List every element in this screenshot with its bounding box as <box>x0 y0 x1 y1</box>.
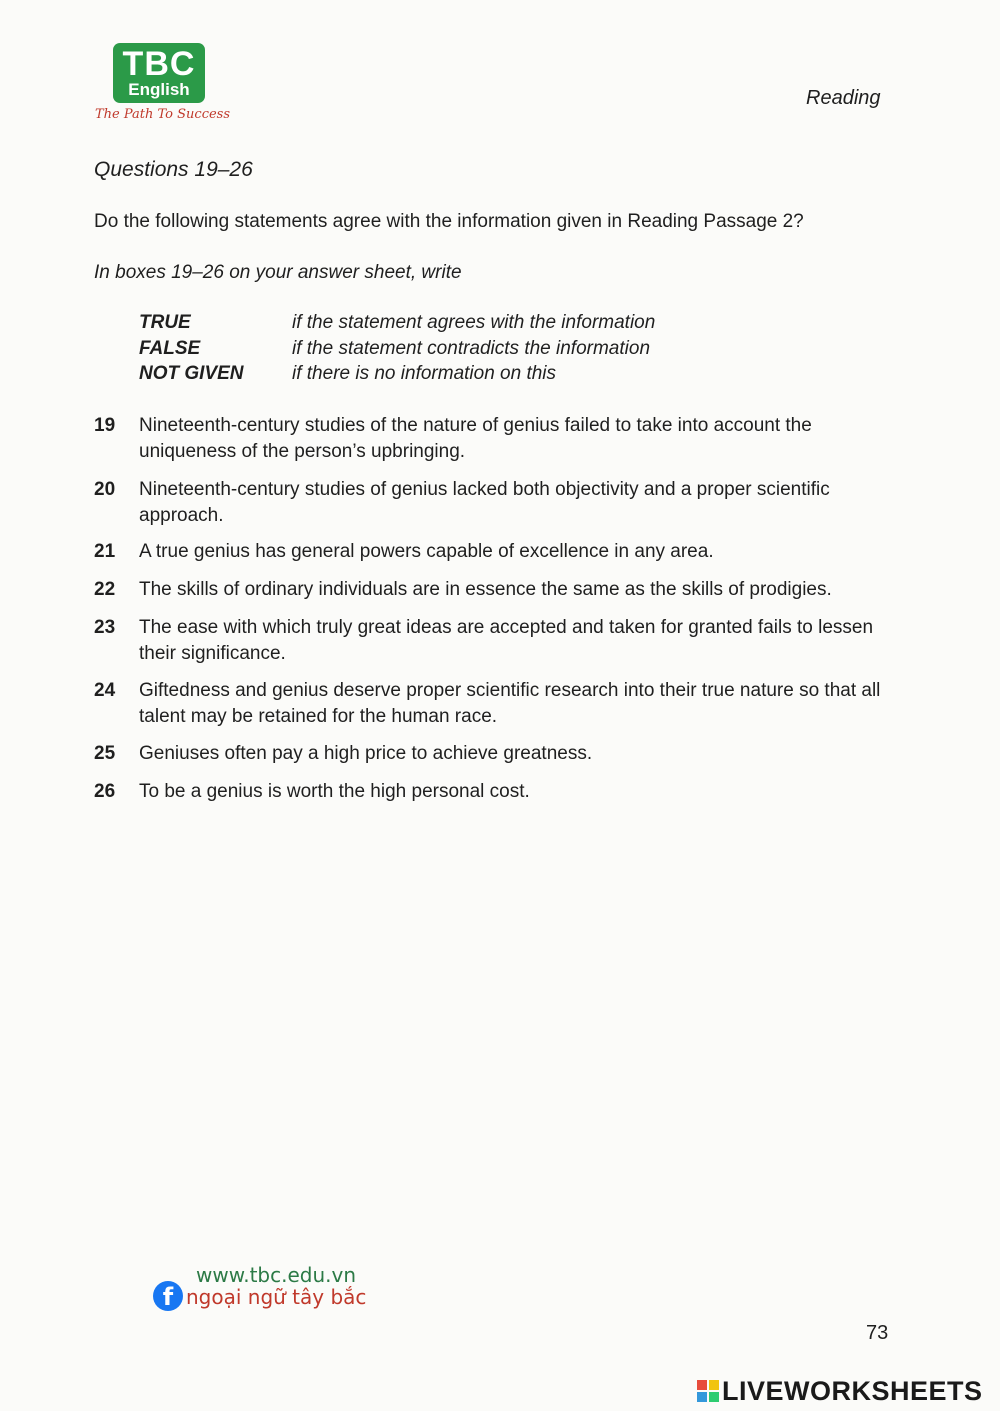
logo-sub: English <box>128 80 190 99</box>
question-item <box>94 477 894 528</box>
legend-key: TRUE <box>139 312 191 333</box>
question-text: Nineteenth-century studies of the nature of genius failed to take into account the uniqueness of the person’s upbringing. <box>139 415 812 462</box>
question-number: 25 <box>94 743 116 764</box>
question-text: The ease with which truly great ideas are accepted and taken for granted fails to lessen their significance. <box>139 617 874 664</box>
question-number: 21 <box>94 541 116 562</box>
tbc-logo <box>113 43 205 103</box>
question-text: The skills of ordinary individuals are in essence the same as the skills of prodigies. <box>139 579 832 600</box>
question-number: 20 <box>94 479 116 500</box>
legend-desc: if the statement contradicts the information <box>292 337 651 359</box>
question-number: 22 <box>94 579 116 600</box>
liveworksheets-watermark: LIVEWORKSHEETS <box>722 1376 983 1406</box>
legend-desc: if the statement agrees with the information <box>292 312 656 333</box>
legend-row <box>139 338 655 364</box>
question-item <box>94 678 894 729</box>
question-text: Giftedness and genius deserve proper scientific research into their true nature so that all talent may be retained for the human race. <box>139 680 881 727</box>
question-item <box>94 615 894 666</box>
legend-desc: if there is no information on this <box>292 363 557 384</box>
instruction-text: Do the following statements agree with the information given in Reading Passage 2? <box>94 211 804 232</box>
question-item <box>94 413 894 464</box>
question-number: 23 <box>94 617 116 638</box>
question-text: A true genius has general powers capable of excellence in any area. <box>139 541 714 562</box>
legend-key: NOT GIVEN <box>139 363 244 384</box>
facebook-page-link[interactable]: ngoại ngữ tây bắc <box>186 1285 367 1309</box>
legend-key: FALSE <box>139 337 201 359</box>
answer-sheet-instruction: In boxes 19–26 on your answer sheet, write <box>94 262 462 283</box>
facebook-icon: f <box>153 1281 183 1311</box>
questions-heading: Questions 19–26 <box>94 158 253 181</box>
question-number: 19 <box>94 415 116 436</box>
liveworksheets-logo-icon <box>697 1380 719 1402</box>
answer-legend <box>139 312 655 389</box>
question-text: Geniuses often pay a high price to achieve greatness. <box>139 743 593 764</box>
question-text: Nineteenth-century studies of genius lacked both objectivity and a proper scientific approach. <box>139 479 830 526</box>
question-item <box>94 779 894 805</box>
page-number: 73 <box>866 1322 889 1344</box>
legend-row <box>139 312 655 338</box>
website-link[interactable]: www.tbc.edu.vn <box>196 1263 357 1287</box>
legend-row <box>139 363 655 389</box>
question-text: To be a genius is worth the high personal cost. <box>139 781 530 802</box>
question-item <box>94 577 894 603</box>
question-number: 24 <box>94 680 116 701</box>
question-item <box>94 741 894 767</box>
logo-brand: TBC <box>122 45 196 83</box>
section-title: Reading <box>806 87 881 109</box>
logo-tagline: The Path To Success <box>95 107 231 122</box>
question-item <box>94 539 894 565</box>
question-number: 26 <box>94 781 116 802</box>
